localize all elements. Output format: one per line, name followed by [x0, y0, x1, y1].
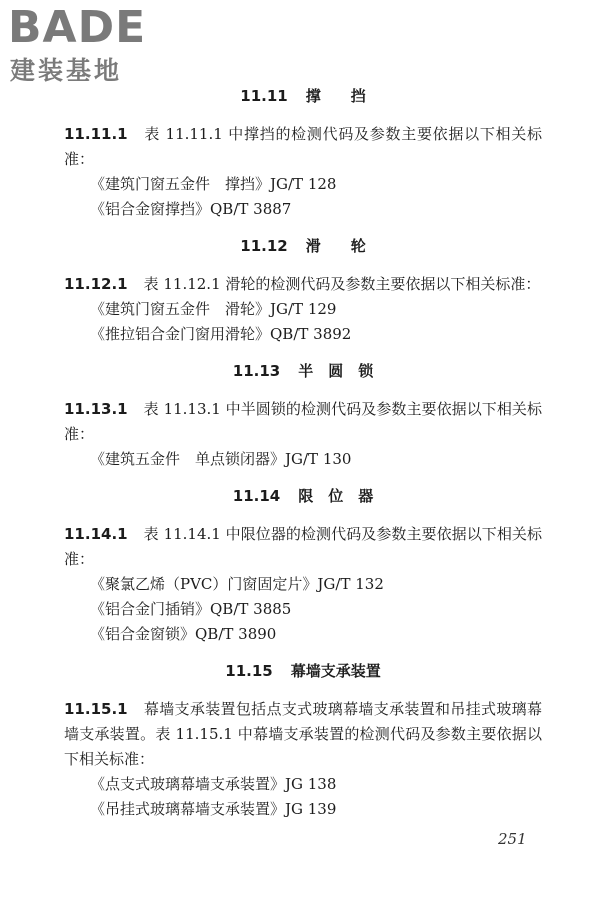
section-name: 半 圆 锁 — [298, 362, 374, 380]
section-title — [64, 361, 542, 381]
section-11-13 — [64, 361, 542, 472]
section-title — [64, 236, 542, 256]
section-11-11 — [64, 86, 542, 222]
clause-number: 11.11.1 — [64, 125, 128, 143]
clause-text: 表 11.12.1 滑轮的检测代码及参数主要依据以下相关标准： — [143, 275, 541, 293]
section-number: 11.13 — [232, 362, 281, 380]
standard-reference: 《建筑门窗五金件 滑轮》JG/T 129 — [90, 300, 337, 318]
clause-number: 11.13.1 — [64, 400, 128, 418]
standard-reference: 《吊挂式玻璃幕墙支承装置》JG 139 — [90, 800, 337, 818]
clause-text: 幕墙支承装置包括点支式玻璃幕墙支承装置和吊挂式玻璃幕墙支承装置。表 11.15.1 中幕墙支承装置的检测代码及参数主要依据以下相关标准： — [64, 700, 542, 768]
section-name: 限 位 器 — [298, 487, 374, 505]
page-number: 251 — [498, 830, 527, 848]
clause — [64, 272, 542, 297]
standard-reference: 《铝合金窗锁》QB/T 3890 — [90, 625, 277, 643]
section-name: 幕墙支承装置 — [290, 662, 381, 680]
standard-reference: 《推拉铝合金门窗用滑轮》QB/T 3892 — [90, 325, 352, 343]
section-title — [64, 86, 542, 106]
standard-reference: 《铝合金门插销》QB/T 3885 — [90, 600, 292, 618]
clause-number: 11.12.1 — [64, 275, 128, 293]
section-11-14 — [64, 486, 542, 647]
standard-reference: 《点支式玻璃幕墙支承装置》JG 138 — [90, 775, 337, 793]
clause-number: 11.14.1 — [64, 525, 128, 543]
clause-number: 11.15.1 — [64, 700, 128, 718]
clause — [64, 122, 542, 172]
section-name: 滑 轮 — [305, 237, 366, 255]
section-11-12 — [64, 236, 542, 347]
section-title — [64, 486, 542, 506]
section-number: 11.11 — [240, 87, 288, 105]
clause — [64, 522, 542, 572]
section-number: 11.15 — [225, 662, 273, 680]
standard-reference: 《建筑门窗五金件 撑挡》JG/T 128 — [90, 175, 337, 193]
brand-logo — [8, 4, 178, 88]
logo-subtitle: 建装基地 — [10, 56, 123, 85]
section-title — [64, 661, 542, 681]
standard-reference: 《聚氯乙烯（PVC）门窗固定片》JG/T 132 — [90, 575, 384, 593]
section-name: 撑 挡 — [305, 87, 366, 105]
logo-brand-text: BADE — [8, 2, 147, 53]
clause-text: 表 11.14.1 中限位器的检测代码及参数主要依据以下相关标准： — [64, 525, 542, 568]
clause — [64, 397, 542, 447]
document-body — [64, 86, 542, 822]
section-number: 11.12 — [240, 237, 288, 255]
clause-text: 表 11.13.1 中半圆锁的检测代码及参数主要依据以下相关标准： — [64, 400, 542, 443]
clause-text: 表 11.11.1 中撑挡的检测代码及参数主要依据以下相关标准： — [64, 125, 542, 168]
standard-reference: 《建筑五金件 单点锁闭器》JG/T 130 — [90, 450, 352, 468]
clause — [64, 697, 542, 772]
section-11-15 — [64, 661, 542, 822]
section-number: 11.14 — [232, 487, 281, 505]
standard-reference: 《铝合金窗撑挡》QB/T 3887 — [90, 200, 292, 218]
